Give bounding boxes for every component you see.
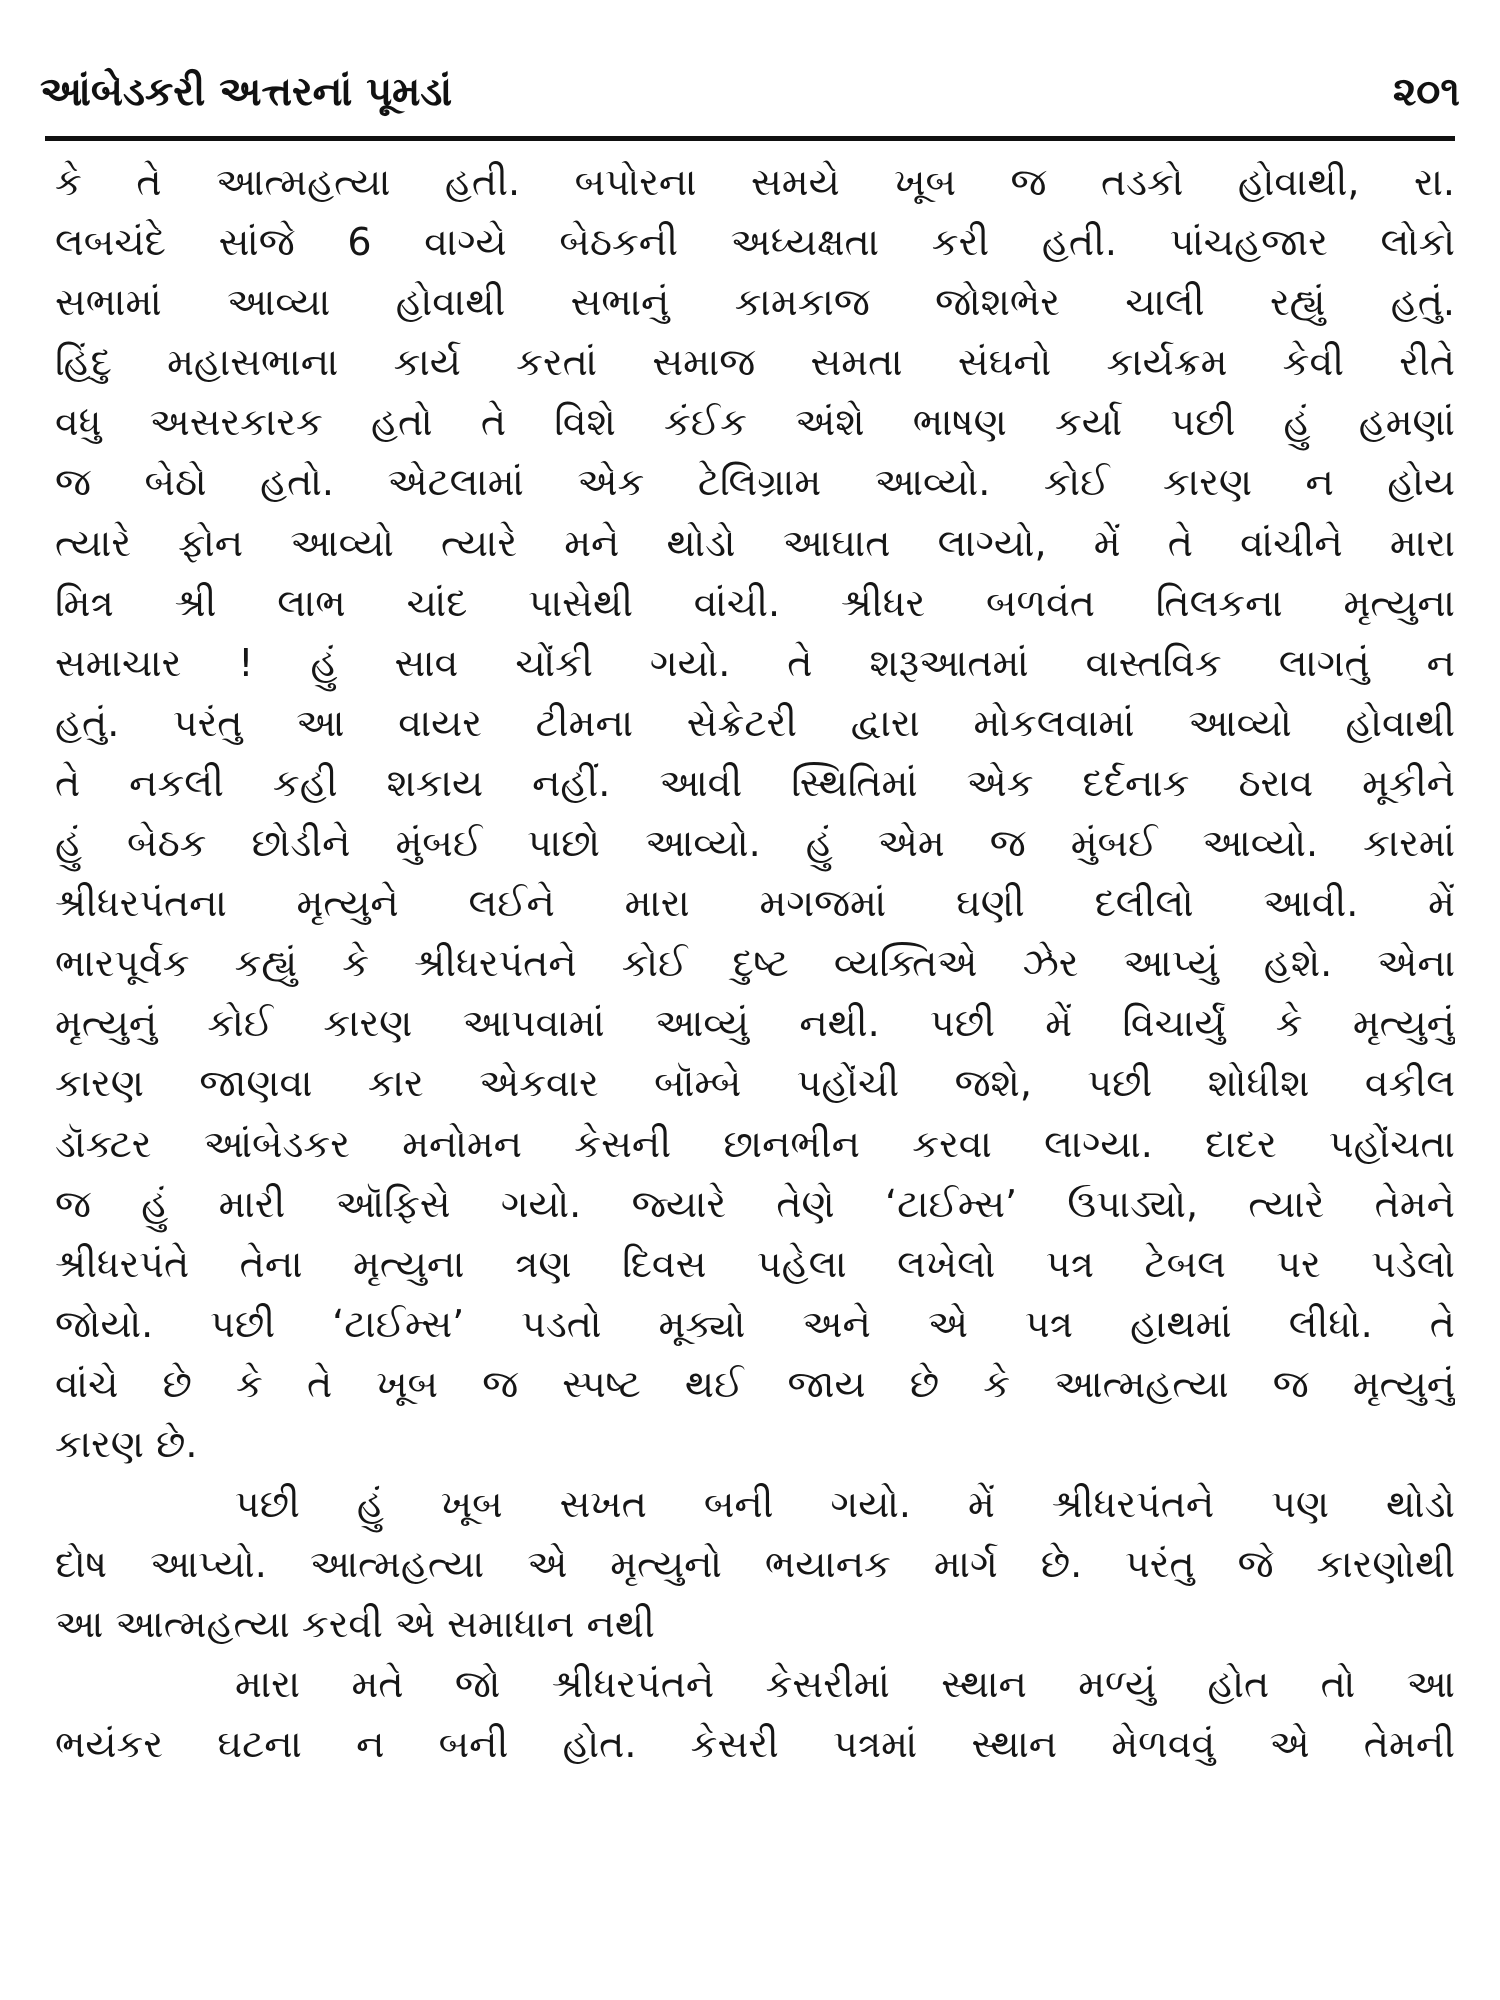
text-line: હું બેઠક છોડીને મુંબઈ પાછો આવ્યો. હું એમ જ મુંબઈ આવ્યો. કારમાં xyxy=(55,821,1455,866)
text-line: મૃત્યુનું કોઈ કારણ આપવામાં આવ્યું નથી. પછી મેં વિચાર્યું કે મૃત્યુનું xyxy=(55,1001,1455,1046)
page-number: ૨૦૧ xyxy=(1392,69,1460,115)
text-line: વાંચે છે કે તે ખૂબ જ સ્પષ્ટ થઈ જાય છે કે આત્મહત્યા જ મૃત્યુનું xyxy=(55,1361,1455,1406)
page-header xyxy=(40,62,1460,134)
text-line: વધુ અસરકારક હતો તે વિશે કંઈક અંશે ભાષણ કર્યા પછી હું હમણાં xyxy=(55,400,1455,445)
running-title: આંબેડકરી અત્તરનાં પૂમડાં xyxy=(40,69,453,115)
text-line: પછી હું ખૂબ સખત બની ગયો. મેં શ્રીધરપંતને પણ થોડો xyxy=(235,1482,1455,1527)
text-line: જોયો. પછી ‘ટાઈમ્સ’ પડતો મૂક્યો અને એ પત્ર હાથમાં લીધો. તે xyxy=(55,1301,1455,1346)
text-line: દોષ આપ્યો. આત્મહત્યા એ મૃત્યુનો ભયાનક માર્ગ છે. પરંતુ જે કારણોથી xyxy=(55,1542,1455,1587)
text-line: હતું. પરંતુ આ વાયર ટીમના સેક્રેટરી દ્વારા મોકલવામાં આવ્યો હોવાથી xyxy=(55,700,1455,745)
text-line: શ્રીધરપંતે તેના મૃત્યુના ત્રણ દિવસ પહેલા લખેલો પત્ર ટેબલ પર પડેલો xyxy=(55,1241,1455,1286)
text-line: કારણ જાણવા કાર એકવાર બૉમ્બે પહોંચી જશે, પછી શોધીશ વકીલ xyxy=(55,1061,1455,1106)
header-rule xyxy=(45,136,1455,141)
text-line: હિંદુ મહાસભાના કાર્ય કરતાં સમાજ સમતા સંઘનો કાર્યક્રમ કેવી રીતે xyxy=(55,340,1455,385)
text-line: કારણ છે. xyxy=(55,1421,198,1466)
text-line: ત્યારે ફોન આવ્યો ત્યારે મને થોડો આઘાત લાગ્યો, મેં તે વાંચીને મારા xyxy=(55,520,1455,565)
text-line: ભયંકર ઘટના ન બની હોત. કેસરી પત્રમાં સ્થાન મેળવવું એ તેમની xyxy=(55,1722,1455,1767)
body-text xyxy=(55,152,1455,1775)
text-line: મિત્ર શ્રી લાભ ચાંદ પાસેથી વાંચી. શ્રીધર બળવંત તિલકના મૃત્યુના xyxy=(55,580,1455,625)
text-line: કે તે આત્મહત્યા હતી. બપોરના સમયે ખૂબ જ તડકો હોવાથી, રા. xyxy=(55,160,1455,204)
text-line: જ બેઠો હતો. એટલામાં એક ટેલિગ્રામ આવ્યો. કોઈ કારણ ન હોય xyxy=(55,460,1455,505)
text-line: તે નકલી કહી શકાય નહીં. આવી સ્થિતિમાં એક દર્દનાક ઠરાવ મૂકીને xyxy=(55,760,1455,805)
text-line: ડૉક્ટર આંબેડકર મનોમન કેસની છાનભીન કરવા લાગ્યા. દાદર પહોંચતા xyxy=(55,1121,1455,1166)
text-line: મારા મતે જો શ્રીધરપંતને કેસરીમાં સ્થાન મળ્યું હોત તો આ xyxy=(235,1662,1455,1707)
text-line: સભામાં આવ્યા હોવાથી સભાનું કામકાજ જોશભેર ચાલી રહ્યું હતું. xyxy=(55,280,1455,325)
text-line: ભારપૂર્વક કહ્યું કે શ્રીધરપંતને કોઈ દુષ્ટ વ્યક્તિએ ઝેર આપ્યું હશે. એના xyxy=(55,941,1455,986)
text-line: આ આત્મહત્યા કરવી એ સમાધાન નથી xyxy=(55,1602,655,1647)
text-line: લબચંદે સાંજે 6 વાગ્યે બેઠકની અધ્યક્ષતા કરી હતી. પાંચહજાર લોકો xyxy=(55,220,1455,265)
text-line: જ હું મારી ઑફિસે ગયો. જ્યારે તેણે ‘ટાઈમ્સ’ ઉપાડ્યો, ત્યારે તેમને xyxy=(55,1181,1455,1226)
text-line: સમાચાર ! હું સાવ ચોંકી ગયો. તે શરૂઆતમાં વાસ્તવિક લાગતું ન xyxy=(55,640,1455,685)
text-line: શ્રીધરપંતના મૃત્યુને લઈને મારા મગજમાં ઘણી દલીલો આવી. મેં xyxy=(55,881,1455,926)
